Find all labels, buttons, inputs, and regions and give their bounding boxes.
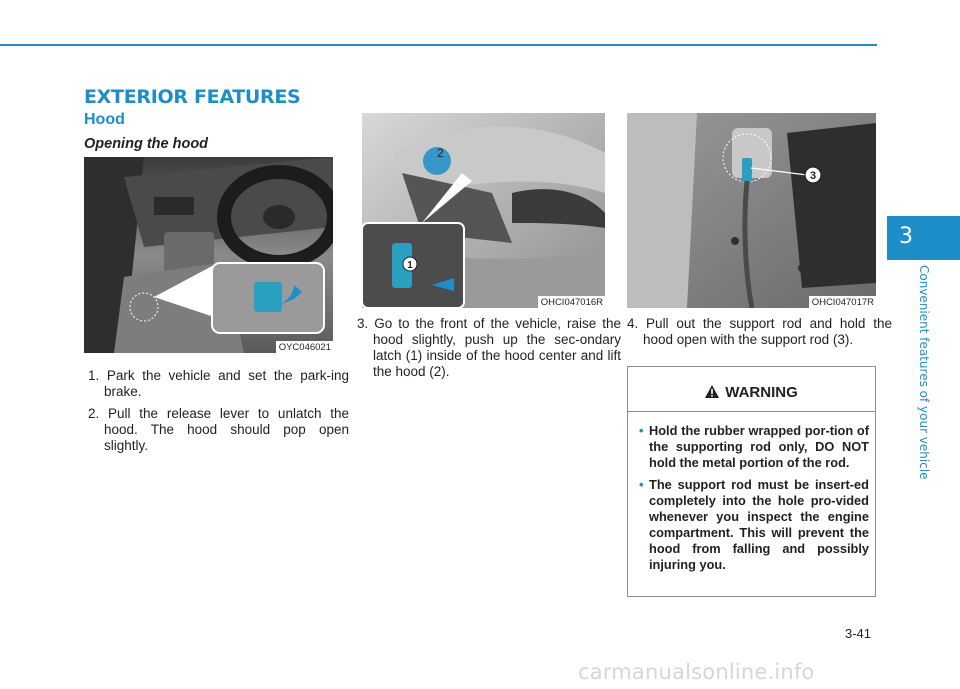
warning-triangle-icon — [705, 385, 719, 402]
warning-item-1: • Hold the rubber wrapped por-tion of the supporting rod only, DO NOT hold the metal portion of the rod. — [639, 423, 869, 470]
chapter-number: 3 — [899, 224, 913, 249]
warning-title-row — [628, 384, 875, 402]
figure-support-rod — [627, 113, 876, 308]
callout-1: 1 — [407, 260, 413, 271]
step-1: 1. Park the vehicle and set the park-ing brake. — [88, 368, 349, 399]
car-interior-hood-release-lever-photo — [84, 157, 333, 353]
car-front-hood-secondary-latch-photo — [362, 113, 605, 308]
figure-code: OYC046021 — [276, 341, 333, 353]
header-rule — [0, 44, 877, 46]
bullet: • — [639, 477, 644, 492]
figure-code: OHCI047017R — [809, 296, 876, 308]
subsubheading: Opening the hood — [84, 136, 209, 152]
callout-3: 3 — [809, 170, 817, 182]
hood-support-rod-photo — [627, 113, 876, 308]
warning-divider — [628, 411, 875, 412]
step-3: 3. Go to the front of the vehicle, raise the hood slightly, push up the sec-ondary latch (1) inside of the hood center and lift the hood (2). — [357, 316, 621, 379]
warning-item-2: • The support rod must be insert-ed completely into the hole pro-vided whenever you inspect the engine compartment. This will prevent the hood from falling and possibly injuring you. — [639, 477, 869, 572]
warning-list — [639, 423, 869, 579]
figure-hood-release-lever — [84, 157, 333, 353]
warning-title: WARNING — [725, 384, 798, 401]
watermark: carmanualsonline.info — [578, 660, 815, 684]
step-4: 4. Pull out the support rod and hold the hood open with the support rod (3). — [627, 316, 892, 347]
warning-box — [627, 366, 876, 597]
section-heading: EXTERIOR FEATURES — [84, 86, 301, 108]
chapter-tab — [887, 216, 960, 260]
step-2: 2. Pull the release lever to unlatch the hood. The hood should pop open slightly. — [88, 406, 349, 453]
page-number: 3-41 — [845, 626, 872, 641]
bullet: • — [639, 423, 644, 438]
figure-secondary-latch — [362, 113, 605, 308]
chapter-title: Convenient features of your vehicle — [917, 265, 931, 480]
callout-2: 2 — [437, 146, 444, 160]
figure-code: OHCI047016R — [538, 296, 605, 308]
subheading: Hood — [84, 111, 125, 128]
